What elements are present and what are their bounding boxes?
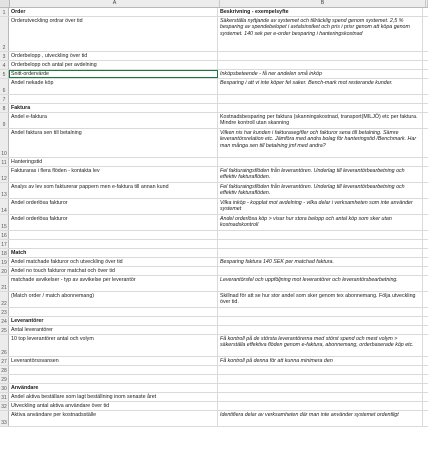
cell-b[interactable] [218,402,423,410]
cell-a[interactable]: Andel orderlösa fakturor [9,215,218,230]
cell-b[interactable] [218,158,423,166]
cell-empty[interactable] [423,70,428,78]
sheet-row [0,61,428,70]
cell-a[interactable]: Andel nekade köp [9,79,218,94]
cell-empty[interactable] [423,317,428,325]
sheet-row [0,231,428,240]
cell-b[interactable] [218,375,423,383]
cell-b[interactable]: Besparing faktura 140 SEK per matchad faktura. [218,258,423,266]
cell-empty[interactable] [423,276,428,291]
sheet-row [0,258,428,267]
cell-a[interactable]: Aktiva användare per kostnadsställe [9,411,218,426]
cell-a[interactable]: Andel aktiva beställare som lagt beställning inom senaste året [9,393,218,401]
cell-empty[interactable] [423,375,428,383]
cell-a[interactable] [9,375,218,383]
cell-empty[interactable] [423,199,428,214]
column-header-b[interactable]: B [220,0,426,7]
sheet-row [0,249,428,258]
row-number[interactable]: 17 [0,240,9,248]
row-number[interactable]: 19 [0,258,9,266]
sheet-row [0,375,428,384]
cell-b[interactable] [218,317,423,325]
cell-a[interactable] [9,308,218,316]
cell-a[interactable]: Andel matchade fakturor och utveckling över tid [9,258,218,266]
cell-a[interactable]: 10 top leverantörer antal och volym [9,335,218,356]
sheet-row [0,393,428,402]
sheet-row [0,70,428,79]
row-number[interactable]: 29 [0,375,9,383]
cell-empty[interactable] [423,384,428,392]
cell-b[interactable]: Kostnadsbesparing per faktura (skanningskostnad, transport(MILJÖ) etc per faktura. Mindre kontroll utan skanning [218,113,423,128]
cell-empty[interactable] [423,167,428,182]
cell-empty[interactable] [423,61,428,69]
sheet-rows [0,8,428,427]
cell-empty[interactable] [423,8,428,16]
row-number[interactable]: 1 [0,8,9,16]
cell-a[interactable]: Andel orderlösa fakturor [9,199,218,214]
cell-empty[interactable] [423,326,428,334]
cell-empty[interactable] [423,113,428,128]
cell-b[interactable]: Besparing i att vi inte köper fel saker. Bench-mark mot resterande kunder. [218,79,423,94]
cell-a[interactable]: Hanteringstid [9,158,218,166]
row-number[interactable]: 26 [0,335,9,356]
cell-b[interactable]: Leverantörsfel och uppföljning mot leverantörer och leverantörsbearbetning. [218,276,423,291]
cell-empty[interactable] [423,215,428,230]
cell-a[interactable]: Andel faktura sen till betalning [9,129,218,157]
sheet-row [0,267,428,276]
select-all-corner[interactable] [0,0,10,7]
column-header-a[interactable]: A [10,0,220,7]
cell-empty[interactable] [423,158,428,166]
sheet-row [0,308,428,317]
cell-empty[interactable] [423,308,428,316]
sheet-row [0,95,428,104]
cell-a[interactable]: Andel no touch fakturor matchat och över tid [9,267,218,275]
cell-b[interactable]: Säkerställa nyttjande av systemet och tillräcklig spend genom systemet. 2,5 % besparing av spendebelopet i avtalsinstket och pris i prisr genom att köpa genom systemet. 140 sek per e-order besparing i hanteringskostnad [218,17,423,51]
cell-b[interactable]: Andel orderlösa köp > visar hur stora belopp och antal köp som sker utan kostnadskontroll [218,215,423,230]
cell-a[interactable]: Utveckling antal aktiva användare över tid [9,402,218,410]
cell-a[interactable]: Leverantörssvansen [9,357,218,365]
row-number[interactable]: 5 [0,70,9,78]
row-number[interactable]: 11 [0,158,9,166]
sheet-row [0,8,428,17]
cell-a[interactable]: Orderbelopp och antal per avdelning [9,61,218,69]
cell-a[interactable] [9,95,218,103]
row-number[interactable]: 9 [0,113,9,128]
sheet-row [0,335,428,357]
row-number[interactable]: 22 [0,292,9,307]
cell-a[interactable]: Leverantörer [9,317,218,325]
cell-empty[interactable] [423,17,428,51]
cell-a[interactable]: Match [9,249,218,257]
cell-a[interactable]: (Match order / match abonnemang) [9,292,218,307]
sheet-row [0,326,428,335]
cell-b[interactable] [218,249,423,257]
cell-a[interactable]: matchade avvikelser - typ av avvikelse per leverantör [9,276,218,291]
cell-b[interactable]: Vilka inköp - kopplat mot avdelning - vilka delar i verksamheten som inte använder systemet [218,199,423,214]
cell-b[interactable] [218,308,423,316]
cell-a[interactable]: Faktura [9,104,218,112]
cell-b[interactable]: Skillnad för att se hur stor andel som sker genom tex abonnemang. Följa utveckling över tid. [218,292,423,307]
cell-a[interactable]: Orderutveckling ordrar över tid [9,17,218,51]
sheet-row [0,276,428,292]
row-number[interactable]: 23 [0,308,9,316]
row-number[interactable]: 14 [0,199,9,214]
sheet-row [0,183,428,199]
sheet-row [0,129,428,158]
cell-b[interactable] [218,104,423,112]
sheet-row [0,402,428,411]
row-number[interactable]: 32 [0,402,9,410]
row-number[interactable]: 15 [0,215,9,230]
cell-empty[interactable] [423,249,428,257]
sheet-row [0,357,428,366]
sheet-row [0,79,428,95]
cell-empty[interactable] [423,129,428,157]
cell-empty[interactable] [423,79,428,94]
row-number[interactable]: 31 [0,393,9,401]
sheet-row [0,384,428,393]
cell-b[interactable]: Vilken nis har kunden i fakturaseg/fler och fakturor sena till betalning. Sämre leverantörsrelation etc. Jämföra med andra bolag för hanteringstid /Benchmark. Har man många sen till betalning jmf med andra? [218,129,423,157]
row-number[interactable]: 7 [0,95,9,103]
cell-empty[interactable] [423,183,428,198]
cell-b[interactable]: Inköpsbeteende - få ner andelen små inköp [218,70,423,78]
sheet-row [0,317,428,326]
row-number[interactable]: 18 [0,249,9,257]
sheet-row [0,366,428,375]
cell-a[interactable]: Order [9,8,218,16]
cell-b[interactable] [218,231,423,239]
cell-b[interactable] [218,393,423,401]
sheet-row [0,113,428,129]
cell-empty[interactable] [423,104,428,112]
row-number[interactable]: 16 [0,231,9,239]
sheet-row [0,158,428,167]
row-number[interactable]: 12 [0,167,9,182]
sheet-row [0,17,428,52]
cell-b[interactable] [218,267,423,275]
selected-cell-a[interactable]: Snitt-ordervärde [9,70,218,78]
sheet-row [0,167,428,183]
column-header-bar [0,0,428,8]
row-number[interactable]: 25 [0,326,9,334]
cell-b[interactable]: Fel fakturaingsflöden från leverantören. Underlag till leverantörbearbetning och effektiv fakturaflöden. [218,167,423,182]
cell-b[interactable] [218,326,423,334]
cell-a[interactable]: Användare [9,384,218,392]
row-number[interactable]: 8 [0,104,9,112]
cell-empty[interactable] [423,240,428,248]
row-number[interactable]: 10 [0,129,9,157]
row-number[interactable]: 20 [0,267,9,275]
cell-empty[interactable] [423,258,428,266]
row-number[interactable]: 27 [0,357,9,365]
cell-b[interactable]: Fel fakturaingsflöden från leverantören. Underlag till leverantörbearbetning och effektiv fakturaflöden. [218,183,423,198]
cell-b[interactable] [218,240,423,248]
cell-b[interactable]: Få kontroll på denna för att kunna minimera den [218,357,423,365]
cell-b[interactable] [218,52,423,60]
row-number[interactable]: 6 [0,79,9,94]
row-number[interactable]: 21 [0,276,9,291]
cell-empty[interactable] [423,335,428,356]
cell-b[interactable]: Identifiera delar av verksamheten där man inte använder systemet ordentligt [218,411,423,426]
cell-empty[interactable] [423,95,428,103]
cell-empty[interactable] [423,402,428,410]
cell-b[interactable]: Beskrivning - exempelsyfte [218,8,423,16]
sheet-row [0,240,428,249]
row-number[interactable]: 33 [0,411,9,426]
sheet-row [0,411,428,427]
row-number[interactable]: 4 [0,61,9,69]
cell-a[interactable] [9,240,218,248]
row-number[interactable]: 13 [0,183,9,198]
row-number[interactable]: 2 [0,17,9,51]
row-number[interactable]: 24 [0,317,9,325]
cell-b[interactable] [218,366,423,374]
cell-a[interactable] [9,231,218,239]
cell-empty[interactable] [423,366,428,374]
cell-empty[interactable] [423,231,428,239]
cell-empty[interactable] [423,411,428,426]
sheet-row [0,292,428,308]
cell-b[interactable] [218,384,423,392]
cell-empty[interactable] [423,292,428,307]
cell-a[interactable]: Orderbelopp , utveckling över tid [9,52,218,60]
cell-a[interactable]: Antal leverantörer [9,326,218,334]
cell-empty[interactable] [423,393,428,401]
row-number[interactable]: 30 [0,384,9,392]
cell-a[interactable]: Andel e-faktura [9,113,218,128]
sheet-row [0,215,428,231]
cell-b[interactable]: Få kontroll på de största leverantörerna med störst spend och mest volym > säkerställa effektiva flöden genom e-faktura, abonnemang, orderbaserade köp etc. [218,335,423,356]
cell-empty[interactable] [423,357,428,365]
cell-empty[interactable] [423,52,428,60]
cell-a[interactable]: Fakturaras i flera flöden - kontakta lev [9,167,218,182]
cell-b[interactable] [218,61,423,69]
sheet-row [0,104,428,113]
cell-a[interactable] [9,366,218,374]
sheet-row [0,52,428,61]
cell-b[interactable] [218,95,423,103]
row-number[interactable]: 28 [0,366,9,374]
cell-a[interactable]: Analys av lev som fakturerar pappern men e-faktura till annan kund [9,183,218,198]
cell-empty[interactable] [423,267,428,275]
sheet-row [0,199,428,215]
row-number[interactable]: 3 [0,52,9,60]
